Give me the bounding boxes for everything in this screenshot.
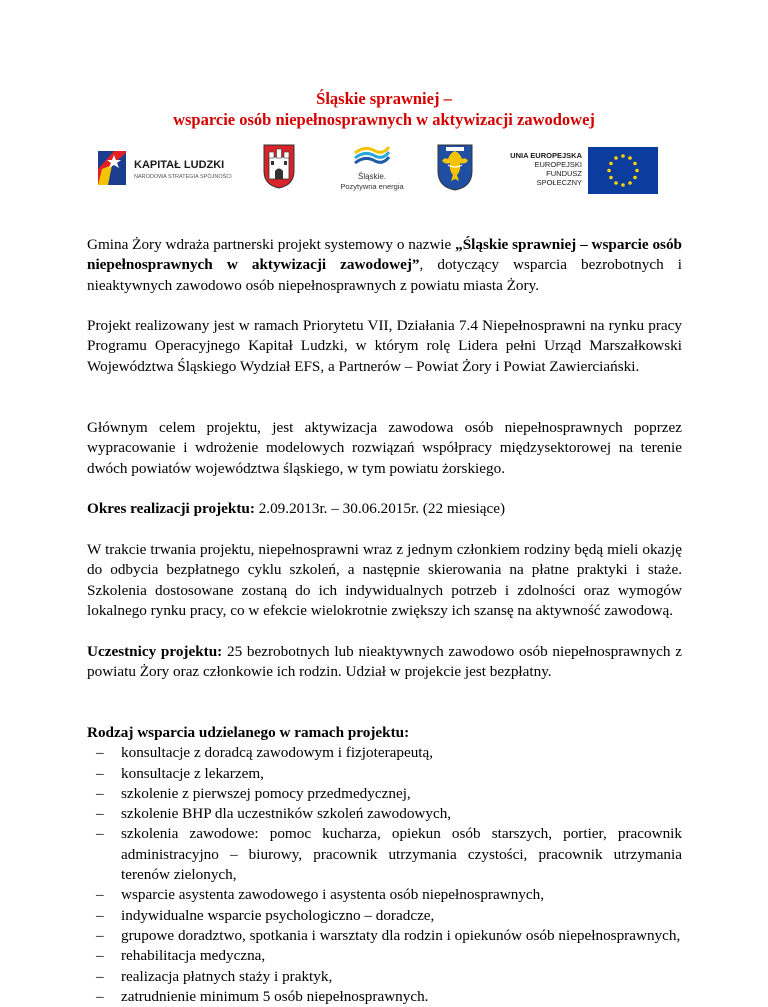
participants-paragraph — [87, 642, 682, 683]
list-dash: – — [96, 967, 104, 985]
intro-paragraph — [87, 235, 682, 296]
slaskie-logo — [332, 143, 412, 198]
kapital-ludzki-title: KAPITAŁ LUDZKI — [134, 159, 225, 171]
intro-text-after: , dotyczący wsparcia bezrobotnych i nieaktywnych zawodowo osób niepełnosprawnych z powiatu miasta Żory. — [87, 256, 682, 294]
kapital-ludzki-subtitle: NARODOWA STRATEGIA SPÓJNOŚCI — [134, 174, 232, 180]
eu-text-block — [504, 151, 582, 187]
list-dash: – — [96, 886, 104, 904]
support-list-item — [87, 926, 682, 946]
logo-bar — [94, 143, 674, 198]
period-label: Okres realizacji projektu: — [87, 500, 255, 517]
intro-text-before: Gmina Żory wdraża partnerski projekt systemowy o nazwie — [87, 236, 456, 253]
support-list-item — [87, 824, 682, 885]
kapital-ludzki-emblem-icon — [94, 147, 130, 189]
eu-line-2: EUROPEJSKI — [534, 160, 582, 169]
list-dash: – — [96, 825, 104, 843]
program-text: Projekt realizowany jest w ramach Priorytetu VII, Działania 7.4 Niepełnosprawni na rynku pracy Programu Operacyjnego Kapitał Ludzki, w którym rolę Lidera pełni Urząd Marszałkowski Województwa Śląskiego Wydział EFS, a Partnerów – Powiat Żory i Powiat Zawierciański. — [87, 317, 682, 375]
support-item-text: grupowe doradztwo, spotkania i warsztaty dla rodzin i opiekunów osób niepełnosprawnych, — [121, 926, 681, 944]
support-list-item — [87, 804, 682, 824]
silesia-coat-of-arms — [436, 143, 476, 193]
period-value: 2.09.2013r. – 30.06.2015r. (22 miesiące) — [254, 500, 506, 517]
list-dash: – — [96, 805, 104, 823]
support-list-item — [87, 987, 682, 1007]
silesia-eagle-shield-icon — [436, 143, 474, 191]
slaskie-line-1: Śląskie. — [357, 172, 386, 181]
zory-shield-icon — [262, 143, 296, 189]
eu-flag-icon — [588, 147, 658, 194]
eu-line-1: UNIA EUROPEJSKA — [510, 151, 582, 160]
support-list-item — [87, 764, 682, 784]
support-heading: Rodzaj wsparcia udzielanego w ramach projektu: — [87, 724, 410, 741]
support-item-text: zatrudnienie minimum 5 osób niepełnosprawnych. — [121, 987, 429, 1005]
support-item-text: szkolenia zawodowe: pomoc kucharza, opiekun osób starszych, portier, pracownik administracyjno – biurowy, pracownik utrzymania czystości, pracownik utrzymania terenów zielonych, — [121, 825, 682, 884]
participants-value: 25 bezrobotnych lub nieaktywnych zawodowo osób niepełnosprawnych z powiatu Żory oraz członkowie ich rodzin. Udział w projekcie jest bezpłatny. — [87, 643, 682, 681]
kapital-ludzki-logo — [94, 143, 244, 198]
eu-flag — [588, 147, 658, 194]
list-dash: – — [96, 947, 104, 965]
list-dash: – — [96, 906, 104, 924]
support-item-text: szkolenie BHP dla uczestników szkoleń zawodowych, — [121, 805, 452, 823]
list-dash: – — [96, 744, 104, 762]
list-dash: – — [96, 926, 104, 944]
slaskie-line-2: Pozytywna energia — [340, 182, 404, 191]
eu-line-3: FUNDUSZ SPOŁECZNY — [536, 169, 582, 187]
project-name: „Śląskie sprawniej – wsparcie osób niepełnosprawnych w aktywizacji zawodowej” — [87, 236, 682, 274]
goal-text: Głównym celem projektu, jest aktywizacja zawodowa osób niepełnosprawnych poprzez wypracowanie i wdrożenie modelowych rozwiązań współpracy międzysektorowej na terenie dwóch powiatów województwa śląskiego, w tym powiatu żorskiego. — [87, 419, 682, 477]
support-section — [87, 723, 682, 1007]
support-item-text: realizacja płatnych staży i praktyk, — [121, 967, 333, 985]
goal-paragraph — [87, 418, 682, 479]
support-item-text: wsparcie asystenta zawodowego i asystenta osób niepełnosprawnych, — [121, 886, 545, 904]
support-list-item — [87, 906, 682, 926]
training-paragraph — [87, 540, 682, 621]
support-list-item — [87, 946, 682, 966]
participants-label: Uczestnicy projektu: — [87, 643, 223, 660]
list-dash: – — [96, 987, 104, 1005]
support-item-text: konsultacje z doradcą zawodowym i fizjoterapeutą, — [121, 744, 434, 762]
program-paragraph — [87, 316, 682, 377]
zory-coat-of-arms — [262, 143, 298, 191]
support-item-text: indywidualne wsparcie psychologiczno – doradcze, — [121, 906, 435, 924]
slaskie-waves-icon — [351, 143, 393, 169]
title-line-2: wsparcie osób niepełnosprawnych w aktywizacji zawodowej — [173, 110, 595, 129]
support-item-text: rehabilitacja medyczna, — [121, 947, 266, 965]
support-item-text: szkolenie z pierwszej pomocy przedmedycznej, — [121, 784, 411, 802]
list-dash: – — [96, 764, 104, 782]
support-list-item — [87, 967, 682, 987]
title-line-1: Śląskie sprawniej – — [316, 89, 452, 108]
support-list-item — [87, 784, 682, 804]
support-item-text: konsultacje z lekarzem, — [121, 764, 264, 782]
period-paragraph — [87, 499, 682, 519]
list-dash: – — [96, 784, 104, 802]
training-text: W trakcie trwania projektu, niepełnosprawni wraz z jednym członkiem rodziny będą mieli okazję do odbycia bezpłatnego cyklu szkoleń, a następnie skierowania na płatne praktyki i staże. Szkolenia dostosowane zostaną do ich indywidualnych potrzeb i zdolności oraz wymogów lokalnego rynku pracy, co w efekcie wielokrotnie zwiększy ich szansę na aktywność zawodową. — [87, 541, 682, 619]
support-list — [87, 743, 682, 1007]
document-title — [0, 88, 768, 130]
support-list-item — [87, 743, 682, 763]
support-list-item — [87, 885, 682, 905]
